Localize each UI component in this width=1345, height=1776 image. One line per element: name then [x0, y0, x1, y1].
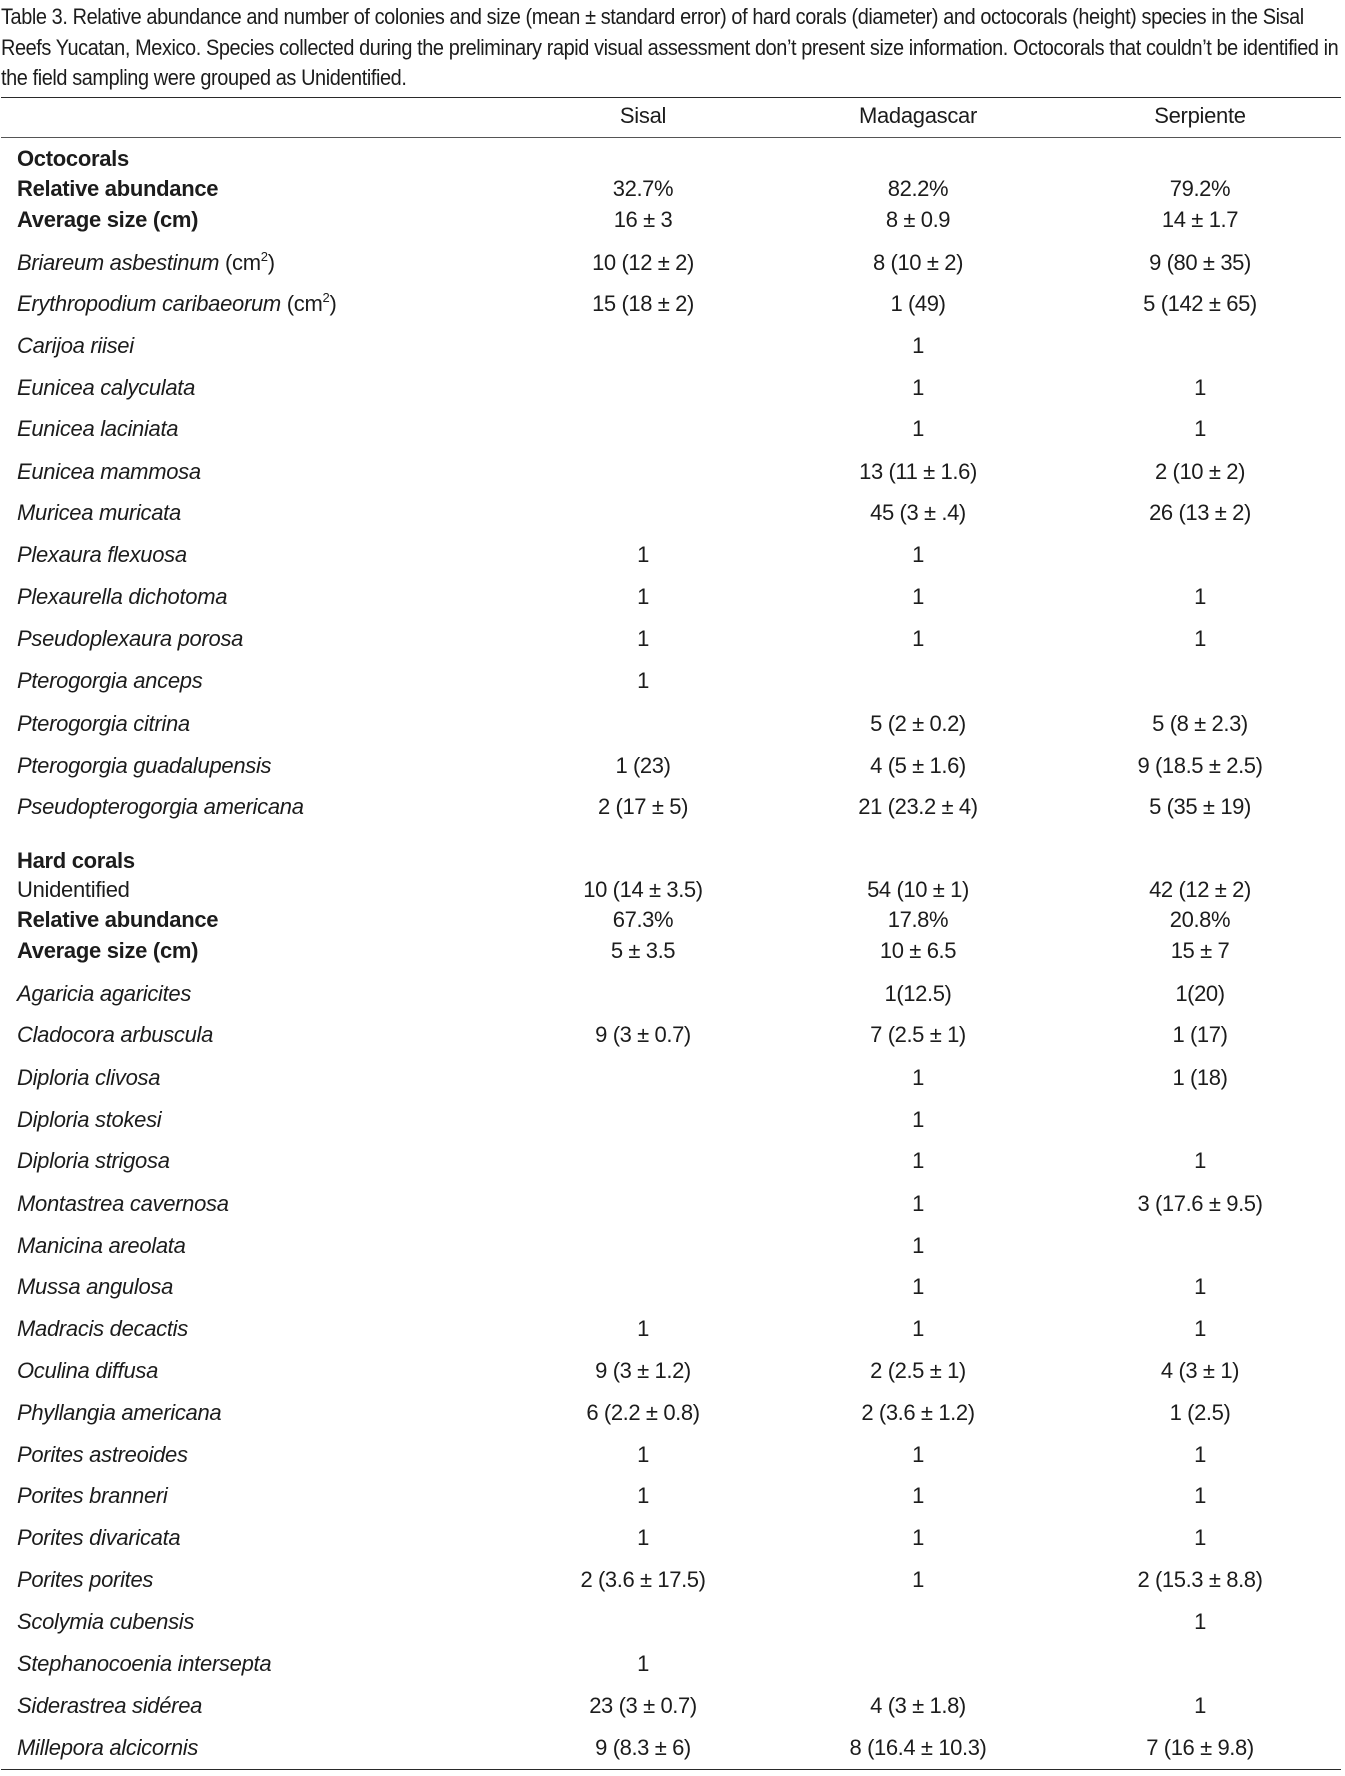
- row-label-text: Diploria clivosa: [17, 1065, 161, 1090]
- cell-madagascar: 1: [912, 584, 924, 609]
- row-label-text: Pterogorgia anceps: [17, 668, 203, 693]
- cell-serpiente: 1: [1194, 1274, 1206, 1299]
- unit-text: (cm: [219, 250, 261, 275]
- row-label-text: Eunicea laciniata: [17, 416, 179, 441]
- cell-serpiente: 3 (17.6 ± 9.5): [1137, 1191, 1263, 1216]
- cell-madagascar: 8 ± 0.9: [885, 207, 951, 232]
- row-label: [17, 905, 218, 935]
- cell-sisal: 32.7%: [612, 176, 674, 201]
- table-row: [0, 1063, 1345, 1093]
- table-row: [0, 1356, 1345, 1386]
- cell-sisal: 9 (3 ± 1.2): [595, 1358, 691, 1383]
- cell-madagascar: 1: [912, 1483, 924, 1508]
- species-name: [17, 1733, 198, 1763]
- species-name: [17, 1691, 202, 1721]
- cell-sisal: 5 ± 3.5: [610, 938, 676, 963]
- table-row: [0, 792, 1345, 822]
- species-name: [17, 1356, 158, 1386]
- cell-serpiente: 9 (18.5 ± 2.5): [1137, 753, 1263, 778]
- cell-madagascar: 1: [912, 1148, 924, 1173]
- table-row: [0, 289, 1345, 319]
- species-name: [17, 1649, 271, 1679]
- unit-text: (cm: [280, 291, 323, 316]
- table-row: [0, 1189, 1345, 1219]
- table-row: [0, 751, 1345, 781]
- species-name: [17, 498, 181, 528]
- cell-sisal: 10 (12 ± 2): [592, 250, 694, 275]
- species-name: [17, 1481, 168, 1511]
- unit-superscript: 2: [260, 249, 268, 264]
- cell-sisal: 16 ± 3: [613, 207, 673, 232]
- cell-serpiente: 1(20): [1175, 981, 1225, 1006]
- cell-sisal: 10 (14 ± 3.5): [583, 877, 703, 902]
- row-label-text: Millepora alcicornis: [17, 1735, 199, 1760]
- row-label-text: Relative abundance: [17, 176, 219, 201]
- cell-serpiente: 1: [1194, 375, 1206, 400]
- unit-cm2: [281, 291, 337, 316]
- unit-text: ): [267, 250, 275, 275]
- row-label-text: Eunicea calyculata: [17, 375, 196, 400]
- species-name: [17, 624, 243, 654]
- section-title: [17, 846, 135, 876]
- cell-sisal: 9 (3 ± 0.7): [595, 1022, 691, 1047]
- table-row: [0, 331, 1345, 361]
- table-row: [0, 709, 1345, 739]
- species-name: [17, 1523, 180, 1553]
- cell-madagascar: 1: [912, 1442, 924, 1467]
- bottom-rule: [1, 1769, 1341, 1770]
- table-row: [0, 1146, 1345, 1176]
- row-label-text: Porites astreoides: [17, 1442, 188, 1467]
- species-name: [17, 373, 195, 403]
- header-rule: [1, 137, 1341, 138]
- row-label-text: Briareum asbestinum: [17, 250, 220, 275]
- table-row: [0, 1565, 1345, 1595]
- row-label-text: Eunicea mammosa: [17, 459, 201, 484]
- cell-madagascar: 10 ± 6.5: [879, 938, 957, 963]
- cell-sisal: 1: [637, 584, 649, 609]
- cell-serpiente: 1: [1194, 1316, 1206, 1341]
- species-name: [17, 289, 337, 319]
- cell-serpiente: 2 (10 ± 2): [1154, 459, 1245, 484]
- table-row: [0, 1691, 1345, 1721]
- unit-superscript: 2: [322, 290, 330, 305]
- row-label-text: Relative abundance: [17, 907, 219, 932]
- row-label: [17, 174, 218, 204]
- species-name: [17, 1440, 188, 1470]
- cell-madagascar: 2 (2.5 ± 1): [870, 1358, 966, 1383]
- table-row: [0, 373, 1345, 403]
- section-title: [17, 144, 129, 174]
- row-label-text: Agaricia agaricites: [17, 981, 192, 1006]
- cell-madagascar: 1: [912, 1107, 924, 1132]
- cell-madagascar: 8 (16.4 ± 10.3): [849, 1735, 987, 1760]
- row-label-text: Muricea muricata: [17, 500, 181, 525]
- row-label-text: Porites branneri: [17, 1483, 168, 1508]
- cell-sisal: 23 (3 ± 0.7): [589, 1693, 697, 1718]
- table-row: [0, 205, 1345, 235]
- cell-serpiente: 5 (142 ± 65): [1143, 291, 1257, 316]
- table-row: [0, 582, 1345, 612]
- table-row: [0, 498, 1345, 528]
- table-row: [0, 1020, 1345, 1050]
- table-row: [0, 875, 1345, 905]
- table-row: [0, 1231, 1345, 1261]
- row-label-text: Plexaurella dichotoma: [17, 584, 228, 609]
- table-row: [0, 1105, 1345, 1135]
- cell-madagascar: 17.8%: [887, 907, 949, 932]
- cell-madagascar: 1: [912, 416, 924, 441]
- row-label-text: Manicina areolata: [17, 1233, 186, 1258]
- cell-sisal: 9 (8.3 ± 6): [595, 1735, 691, 1760]
- cell-madagascar: 82.2%: [887, 176, 949, 201]
- cell-madagascar: 1: [912, 1567, 924, 1592]
- table-row: [0, 457, 1345, 487]
- row-label-text: Montastrea cavernosa: [17, 1191, 229, 1216]
- section-header-row: [0, 144, 1345, 174]
- species-name: [17, 709, 190, 739]
- table-row: [0, 174, 1345, 204]
- cell-madagascar: 45 (3 ± .4): [870, 500, 966, 525]
- table-caption: Table 3. Relative abundance and number of colonies and size (mean ± standard error) of hard corals (diameter) and octocorals (height) species in the Sisal Reefs Yucatan, Mexico. Species collected during the preliminary rapid visual assessment don’t present size information. Octocorals that couldn’t be identified in the field sampling were grouped as Unidentified.: [1, 4, 1339, 90]
- row-label-text: Siderastrea sidérea: [17, 1693, 203, 1718]
- cell-madagascar: 1: [912, 333, 924, 358]
- cell-madagascar: 1 (49): [890, 291, 946, 316]
- cell-serpiente: 79.2%: [1169, 176, 1231, 201]
- species-name: [17, 582, 227, 612]
- cell-madagascar: 1(12.5): [884, 981, 952, 1006]
- species-name: [17, 1565, 153, 1595]
- row-label-text: Unidentified: [17, 877, 130, 902]
- species-name: [17, 1189, 229, 1219]
- row-label-text: Porites porites: [17, 1567, 154, 1592]
- cell-madagascar: 1: [912, 1525, 924, 1550]
- row-label-text: Oculina diffusa: [17, 1358, 159, 1383]
- cell-madagascar: 1: [912, 1233, 924, 1258]
- row-label: [17, 205, 198, 235]
- cell-sisal: 1: [637, 668, 649, 693]
- row-label-text: Madracis decactis: [17, 1316, 188, 1341]
- column-header-sisal: Sisal: [619, 103, 667, 128]
- top-rule: [1, 97, 1341, 98]
- species-name: [17, 1146, 170, 1176]
- column-header-serpiente: Serpiente: [1154, 103, 1246, 128]
- cell-sisal: 15 (18 ± 2): [592, 291, 694, 316]
- row-label-text: Pterogorgia citrina: [17, 711, 190, 736]
- row-label: [17, 875, 130, 905]
- row-label-text: Diploria strigosa: [17, 1148, 170, 1173]
- cell-sisal: 1: [637, 542, 649, 567]
- cell-madagascar: 8 (10 ± 2): [872, 250, 963, 275]
- cell-serpiente: 1: [1194, 626, 1206, 651]
- row-label-text: Pterogorgia guadalupensis: [17, 753, 272, 778]
- row-label-text: Scolymia cubensis: [17, 1609, 195, 1634]
- cell-serpiente: 1: [1194, 1525, 1206, 1550]
- cell-madagascar: 1: [912, 1274, 924, 1299]
- cell-madagascar: 13 (11 ± 1.6): [859, 459, 977, 484]
- species-name: [17, 540, 187, 570]
- species-name: [17, 1272, 173, 1302]
- species-name: [17, 1063, 160, 1093]
- table-row: [0, 1523, 1345, 1553]
- species-name: [17, 751, 271, 781]
- row-label-text: Average size (cm): [17, 938, 199, 963]
- unit-text: ): [329, 291, 337, 316]
- column-header-madagascar: Madagascar: [858, 103, 978, 128]
- cell-sisal: 1: [637, 1525, 649, 1550]
- table-row: [0, 624, 1345, 654]
- table-row: [0, 1733, 1345, 1763]
- row-label-text: Average size (cm): [17, 207, 199, 232]
- cell-serpiente: 1 (17): [1172, 1022, 1228, 1047]
- table-row: [0, 1481, 1345, 1511]
- table-row: [0, 1398, 1345, 1428]
- cell-serpiente: 1 (2.5): [1169, 1400, 1231, 1425]
- cell-serpiente: 1: [1194, 1609, 1206, 1634]
- cell-serpiente: 2 (15.3 ± 8.8): [1137, 1567, 1263, 1592]
- species-name: [17, 1607, 194, 1637]
- cell-madagascar: 4 (3 ± 1.8): [870, 1693, 966, 1718]
- cell-madagascar: 54 (10 ± 1): [867, 877, 969, 902]
- species-name: [17, 979, 191, 1009]
- row-label: [17, 936, 198, 966]
- cell-sisal: 1 (23): [615, 753, 671, 778]
- table-row: [0, 1440, 1345, 1470]
- row-label-text: Erythropodium caribaeorum: [17, 291, 281, 316]
- cell-sisal: 2 (3.6 ± 17.5): [580, 1567, 706, 1592]
- cell-serpiente: 5 (35 ± 19): [1149, 794, 1251, 819]
- cell-serpiente: 14 ± 1.7: [1161, 207, 1239, 232]
- cell-sisal: 2 (17 ± 5): [597, 794, 688, 819]
- cell-madagascar: 7 (2.5 ± 1): [870, 1022, 966, 1047]
- section-header-row: [0, 846, 1345, 876]
- table-row: [0, 414, 1345, 444]
- table-row: [0, 979, 1345, 1009]
- cell-serpiente: 26 (13 ± 2): [1149, 500, 1251, 525]
- table-row: [0, 540, 1345, 570]
- row-label-text: Stephanocoenia intersepta: [17, 1651, 272, 1676]
- row-label-text: Porites divaricata: [17, 1525, 181, 1550]
- cell-serpiente: 1: [1194, 584, 1206, 609]
- species-name: [17, 1105, 161, 1135]
- cell-madagascar: 1: [912, 542, 924, 567]
- cell-madagascar: 1: [912, 1065, 924, 1090]
- cell-serpiente: 42 (12 ± 2): [1149, 877, 1251, 902]
- row-label-text: Diploria stokesi: [17, 1107, 162, 1132]
- cell-sisal: 1: [637, 1483, 649, 1508]
- cell-madagascar: 21 (23.2 ± 4): [858, 794, 978, 819]
- cell-sisal: 67.3%: [612, 907, 674, 932]
- table-row: [0, 1314, 1345, 1344]
- table-row: [0, 248, 1345, 278]
- cell-serpiente: 15 ± 7: [1170, 938, 1230, 963]
- cell-serpiente: 1 (18): [1172, 1065, 1228, 1090]
- cell-serpiente: 1: [1194, 1148, 1206, 1173]
- table-row: [0, 905, 1345, 935]
- cell-sisal: 6 (2.2 ± 0.8): [586, 1400, 700, 1425]
- row-label-text: Carijoa riisei: [17, 333, 134, 358]
- species-name: [17, 1231, 186, 1261]
- row-label-text: Cladocora arbuscula: [17, 1022, 214, 1047]
- cell-madagascar: 2 (3.6 ± 1.2): [861, 1400, 975, 1425]
- row-label-text: Mussa angulosa: [17, 1274, 174, 1299]
- unit-cm2: [219, 250, 275, 275]
- table-row: [0, 666, 1345, 696]
- cell-serpiente: 1: [1194, 416, 1206, 441]
- cell-serpiente: 7 (16 ± 9.8): [1146, 1735, 1254, 1760]
- species-name: [17, 1020, 213, 1050]
- cell-serpiente: 1: [1194, 1483, 1206, 1508]
- table-row: [0, 1272, 1345, 1302]
- cell-madagascar: 1: [912, 375, 924, 400]
- species-name: [17, 248, 275, 278]
- species-name: [17, 666, 202, 696]
- table-row: [0, 1649, 1345, 1679]
- row-label-text: Pseudopterogorgia americana: [17, 794, 304, 819]
- cell-madagascar: 1: [912, 626, 924, 651]
- cell-madagascar: 5 (2 ± 0.2): [870, 711, 966, 736]
- cell-serpiente: 20.8%: [1169, 907, 1231, 932]
- cell-madagascar: 1: [912, 1316, 924, 1341]
- cell-madagascar: 4 (5 ± 1.6): [870, 753, 966, 778]
- row-label-text: Pseudoplexaura porosa: [17, 626, 244, 651]
- table-row: [0, 936, 1345, 966]
- cell-sisal: 1: [637, 1651, 649, 1676]
- cell-sisal: 1: [637, 1442, 649, 1467]
- species-name: [17, 457, 201, 487]
- row-label-text: Plexaura flexuosa: [17, 542, 187, 567]
- cell-serpiente: 9 (80 ± 35): [1149, 250, 1251, 275]
- table-row: [0, 1607, 1345, 1637]
- species-name: [17, 331, 134, 361]
- cell-serpiente: 5 (8 ± 2.3): [1152, 711, 1248, 736]
- cell-sisal: 1: [637, 1316, 649, 1341]
- species-name: [17, 792, 304, 822]
- row-label-text: Octocorals: [17, 146, 129, 171]
- cell-sisal: 1: [637, 626, 649, 651]
- cell-madagascar: 1: [912, 1191, 924, 1216]
- cell-serpiente: 4 (3 ± 1): [1160, 1358, 1240, 1383]
- cell-serpiente: 1: [1194, 1442, 1206, 1467]
- cell-serpiente: 1: [1194, 1693, 1206, 1718]
- species-name: [17, 1314, 188, 1344]
- row-label-text: Hard corals: [17, 848, 135, 873]
- species-name: [17, 414, 178, 444]
- row-label-text: Phyllangia americana: [17, 1400, 222, 1425]
- species-name: [17, 1398, 221, 1428]
